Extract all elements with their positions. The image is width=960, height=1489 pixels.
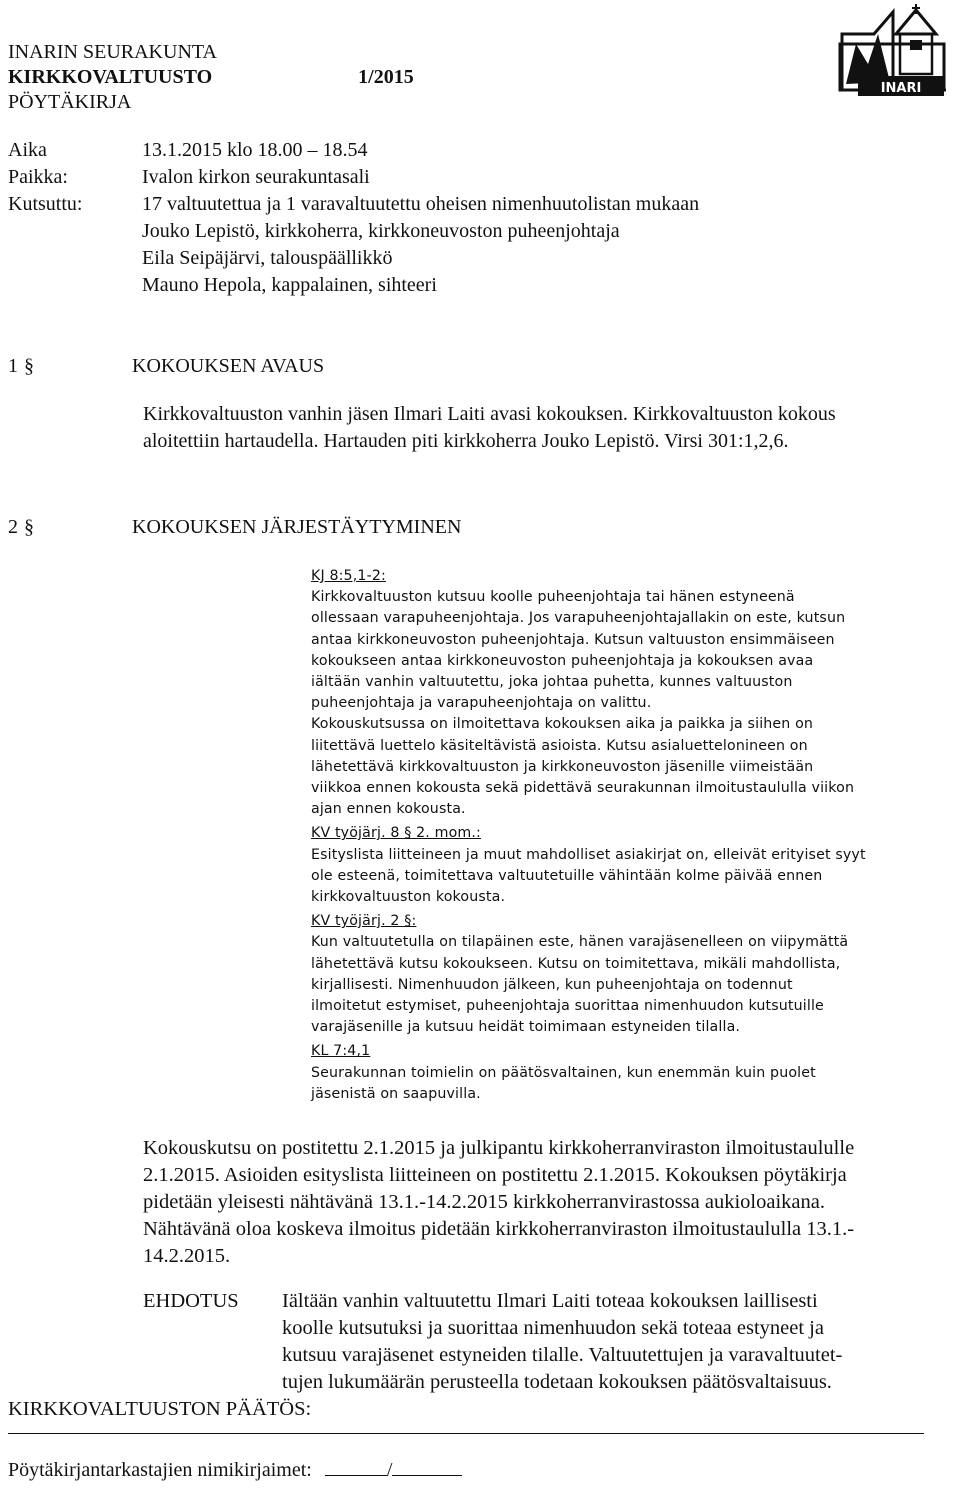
section-title: KOKOUKSEN AVAUS [132, 355, 325, 377]
section-sign: § [24, 355, 34, 377]
initials-separator: / [386, 1459, 393, 1481]
body-name: KIRKKOVALTUUSTO [8, 66, 213, 88]
legal-text-line: ilmoitetut estymiset, puheenjohtaja suorittaa nimenhuudon kutsutuille [311, 998, 824, 1015]
logo-text: INARI [880, 81, 922, 96]
paragraph-line: 2.1.2015. Asioiden esityslista liitteineen on postitettu 2.1.2015. Kokouksen pöytäkirja [143, 1164, 847, 1186]
decision-label: KIRKKOVALTUUSTON PÄÄTÖS: [8, 1398, 312, 1420]
legal-ref-kv2: KV työjärj. 2 §: [311, 913, 417, 930]
paragraph-line: Iältään vanhin valtuutettu Ilmari Laiti toteaa kokouksen laillisesti [282, 1290, 818, 1312]
legal-text-line: ole esteenä, toimitettava valtuutetuille vähintään kolme päivää ennen [311, 867, 823, 884]
paragraph-line: 14.2.2015. [143, 1245, 231, 1267]
paragraph-line: Kokouskutsu on postitettu 2.1.2015 ja julkipantu kirkkoherranviraston ilmoitustaululle [143, 1137, 855, 1159]
initials-row [8, 1457, 462, 1484]
invited-line: Jouko Lepistö, kirkkoherra, kirkkoneuvoston puheenjohtaja [142, 220, 620, 242]
legal-text-line: liitettävä luettelo käsiteltävistä asioista. Kutsu asialuettelonineen on [311, 737, 808, 754]
section-title: KOKOUKSEN JÄRJESTÄYTYMINEN [132, 516, 462, 538]
meeting-meta [8, 137, 699, 299]
paragraph-line: tujen lukumäärän perusteella todetaan kokouksen päätösvaltaisuus. [282, 1371, 832, 1393]
org-name: INARIN SEURAKUNTA [8, 41, 217, 63]
legal-text-line: kokoukseen antaa kirkkoneuvoston puheenjohtaja ja kokouksen avaa [311, 652, 814, 669]
church-logo-icon [838, 4, 948, 98]
time-label: Aika [8, 139, 47, 161]
invited-line: Eila Seipäjärvi, talouspäällikkö [142, 247, 393, 269]
body-name-line [8, 65, 414, 90]
document-type: PÖYTÄKIRJA [8, 91, 132, 113]
place-value: Ivalon kirkon seurakuntasali [142, 166, 370, 188]
place-label: Paikka: [8, 166, 68, 188]
legal-text-line: ollessaan varapuheenjohtaja. Jos varapuheenjohtajallakin on este, kutsun [311, 610, 846, 627]
legal-text-line: kirjallisesti. Nimenhuudon jälkeen, kun puheenjohtaja on todennut [311, 976, 793, 993]
legal-text-line: Kirkkovaltuuston kutsuu koolle puheenjohtaja tai hänen estyneenä [311, 589, 795, 606]
notice-paragraph [143, 1135, 854, 1270]
legal-text-line: varajäsenille ja kutsuu heidät toimimaan estyneiden tilalla. [311, 1019, 741, 1036]
proposal-label: EHDOTUS [143, 1290, 239, 1312]
legal-text-line: antaa kirkkoneuvoston puheenjohtaja. Kutsun valtuuston ensimmäiseen [311, 631, 835, 648]
initials-blank-2[interactable] [392, 1457, 462, 1476]
paragraph-line: kutsuu varajäsenet estyneiden tilalle. Valtuutettujen ja varavaltuutet- [282, 1344, 843, 1366]
document-header [8, 40, 414, 115]
parish-logo [838, 4, 948, 98]
legal-ref-kv8: KV työjärj. 8 § 2. mom.: [311, 825, 481, 842]
legal-text-line: jäsenistä on saapuvilla. [311, 1085, 481, 1102]
legal-text-line: Kokouskutsussa on ilmoitettava kokouksen aika ja paikka ja siihen on [311, 716, 814, 733]
legal-ref-kl: KL 7:4,1 [311, 1043, 371, 1060]
section-1-heading [8, 353, 324, 380]
legal-text-line: Seurakunnan toimielin on päätösvaltainen, kun enemmän kuin puolet [311, 1064, 816, 1081]
section-1-body [143, 401, 836, 455]
legal-text-line: Esityslista liitteineen ja muut mahdolliset asiakirjat on, elleivät erityiset syyt [311, 846, 866, 863]
section-sign: § [24, 516, 34, 538]
paragraph-line: Kirkkovaltuuston vanhin jäsen Ilmari Laiti avasi kokouksen. Kirkkovaltuuston kokous [143, 403, 836, 425]
legal-text-line: lähetettävä kirkkovaltuuston ja kirkkoneuvoston jäsenille viimeistään [311, 758, 814, 775]
paragraph-line: aloitettiin hartaudella. Hartauden piti kirkkoherra Jouko Lepistö. Virsi 301:1,2,6. [143, 430, 789, 452]
decision-divider [8, 1433, 924, 1434]
invited-line: 17 valtuutettua ja 1 varavaltuutettu oheisen nimenhuutolistan mukaan [142, 193, 700, 215]
legal-text-line: kirkkovaltuuston kokousta. [311, 889, 506, 906]
legal-ref-kj: KJ 8:5,1-2: [311, 568, 386, 584]
initials-label: Pöytäkirjantarkastajien nimikirjaimet: [8, 1459, 312, 1481]
paragraph-line: koolle kutsutuksi ja suorittaa nimenhuudon sekä toteaa estyneet ja [282, 1317, 824, 1339]
section-number: 2 [8, 516, 18, 538]
section-2-heading [8, 514, 461, 541]
legal-text-line: ajan ennen kokousta. [311, 801, 466, 818]
legal-references [311, 566, 866, 1105]
initials-blank-1[interactable] [325, 1457, 387, 1476]
proposal-text [282, 1288, 842, 1396]
legal-text-line: Kun valtuutetulla on tilapäinen este, hänen varajäsenelleen on viipymättä [311, 934, 849, 951]
legal-text-line: iältään vanhin valtuutettu, joka johtaa puhetta, kunnes valtuuston [311, 674, 793, 691]
legal-text-line: viikkoa ennen kokousta sekä pidettävä seurakunnan ilmoitustaululla viikon [311, 780, 855, 797]
legal-text-line: puheenjohtaja ja varapuheenjohtaja on valittu. [311, 695, 652, 712]
paragraph-line: pidetään yleisesti nähtävänä 13.1.-14.2.2015 kirkkoherranvirastossa aukioloaikana. [143, 1191, 825, 1213]
section-number: 1 [8, 355, 18, 377]
legal-text-line: lähetettävä kutsu kokoukseen. Kutsu on toimitettava, mikäli mahdollista, [311, 955, 841, 972]
protocol-number: 1/2015 [358, 66, 414, 88]
invited-line: Mauno Hepola, kappalainen, sihteeri [142, 274, 437, 296]
paragraph-line: Nähtävänä oloa koskeva ilmoitus pidetään kirkkoherranviraston ilmoitustaululla 13.1.- [143, 1218, 855, 1240]
invited-label: Kutsuttu: [8, 193, 83, 215]
time-value: 13.1.2015 klo 18.00 – 18.54 [142, 139, 368, 161]
